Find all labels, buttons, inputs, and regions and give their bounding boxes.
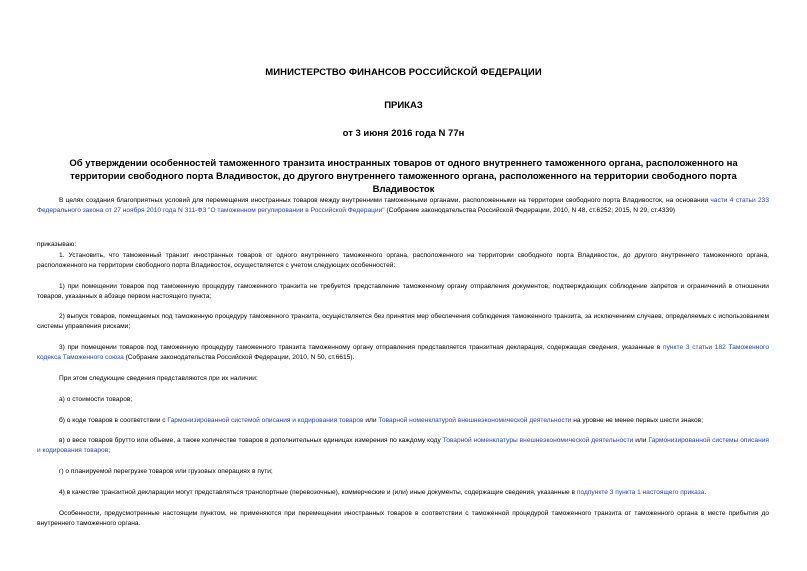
- info-v-text: в) о весе товаров брутто или объеме, а также количестве товаров в дополнительных единицах измерения по каждому коду: [59, 437, 443, 444]
- paragraph-info-v: [37, 436, 769, 455]
- link-commodity-nomenclature[interactable]: Товарной номенклатурой внешнеэкономической деятельности: [378, 417, 572, 424]
- paragraph-info-g: г) о планируемой перегрузке товаров или грузовых операциях в пути;: [59, 468, 273, 475]
- subitem-4-text: 4) в качестве транзитной декларации могут представляться транспортные (перевозочные), коммерческие и (или) иные документы, содержащие сведения, указанные в: [59, 489, 577, 496]
- paragraph-subitem-3: [37, 343, 769, 362]
- subitem-3-text: 3) при помещении товаров под таможенную процедуру таможенного транзита таможенному органу отправления представляется транзитная декларация, содержащая сведения, указанные в: [59, 344, 664, 351]
- info-b-mid: или: [363, 417, 379, 424]
- document-title: Об утверждении особенностей таможенного транзита иностранных товаров от одного внутреннего таможенного органа, расположенного на территории свободного порта Владивосток, до другого внутреннего таможенного органа, расположенного на территории свободного порта Владивосток: [69, 158, 738, 195]
- info-v-tail: ;: [108, 446, 111, 454]
- paragraph-subitem-2: 2) выпуск товаров, помещаемых под таможенную процедуру таможенного транзита, осуществляется без принятия мер обеспечения соблюдения таможенного транзита, за исключением случаев, определяемых с использованием системы управления рисками;: [37, 313, 769, 330]
- paragraph-info-a: а) о стоимости товаров;: [59, 396, 133, 403]
- paragraph-info-intro: При этом следующие сведения представляются при их наличии:: [59, 375, 258, 382]
- link-harmonized-system[interactable]: Гармонизированной системой описания и кодирования товаров: [167, 417, 364, 424]
- link-harmonized-system-2[interactable]: Гармонизированной системы описания и кодирования товаров: [37, 437, 769, 454]
- link-commodity-nomenclature-2[interactable]: Товарной номенклатуры внешнеэкономической деятельности: [442, 437, 634, 444]
- ministry-heading: МИНИСТЕРСТВО ФИНАНСОВ РОССИЙСКОЙ ФЕДЕРАЦИИ: [265, 67, 542, 78]
- order-date: от 3 июня 2016 года N 77н: [342, 128, 465, 139]
- paragraph-item-1: 1. Установить, что таможенный транзит иностранных товаров от одного внутреннего таможенного органа, расположенного на территории свободного порта Владивосток, до другого внутреннего таможенного органа, расположенного на территории свободного порта Владивосток, осуществляется с учетом следующих особенностей:: [37, 252, 769, 269]
- info-b-text: б) о коде товаров в соответствии с: [59, 417, 168, 424]
- preamble-tail: (Собрание законодательства Российской Федерации, 2010, N 48, ст.6252; 2015, N 29, ст.4339): [384, 206, 676, 214]
- link-federal-law[interactable]: части 4 статьи 233 Федерального закона от 27 ноября 2010 года N 311-ФЗ "О таможенном регулировании в Российской Федерации": [37, 197, 769, 214]
- link-subitem-3[interactable]: подпункте 3 пункта 1 настоящего приказа: [576, 489, 705, 496]
- paragraph-preamble: [37, 196, 769, 215]
- link-customs-code[interactable]: пункте 3 статьи 182 Таможенного кодекса Таможенного союза: [37, 344, 769, 361]
- preamble-text: В целях создания благоприятных условий для перемещения иностранных товаров между внутренними таможенными органами, расположенными на территории свободного порта Владивосток, на основании: [59, 197, 711, 204]
- paragraph-info-b: [37, 416, 769, 426]
- order-heading: ПРИКАЗ: [384, 100, 423, 111]
- paragraph-subitem-1: 1) при помещении товаров под таможенную процедуру таможенного транзита не требуется представление таможенному органу отправления документов, подтверждающих соблюдение запретов и ограничений в отношении товаров, указанных в абзаце первом настоящего пункта;: [37, 283, 769, 300]
- paragraph-exceptions: Особенности, предусмотренные настоящим пунктом, не применяются при перемещении иностранных товаров в соответствии с таможенной процедурой таможенного транзита от таможенного органа в месте прибытия до внутреннего таможенного органа.: [37, 510, 769, 527]
- subitem-4-tail: .: [704, 489, 707, 496]
- info-b-tail: на уровне не менее первых шести знаков;: [571, 417, 704, 424]
- paragraph-subitem-4: [37, 488, 769, 498]
- paragraph-order-word: приказываю:: [37, 241, 77, 248]
- info-v-mid: или: [633, 437, 649, 444]
- subitem-3-tail: (Собрание законодательства Российской Федерации, 2010, N 50, ст.6615).: [123, 353, 355, 361]
